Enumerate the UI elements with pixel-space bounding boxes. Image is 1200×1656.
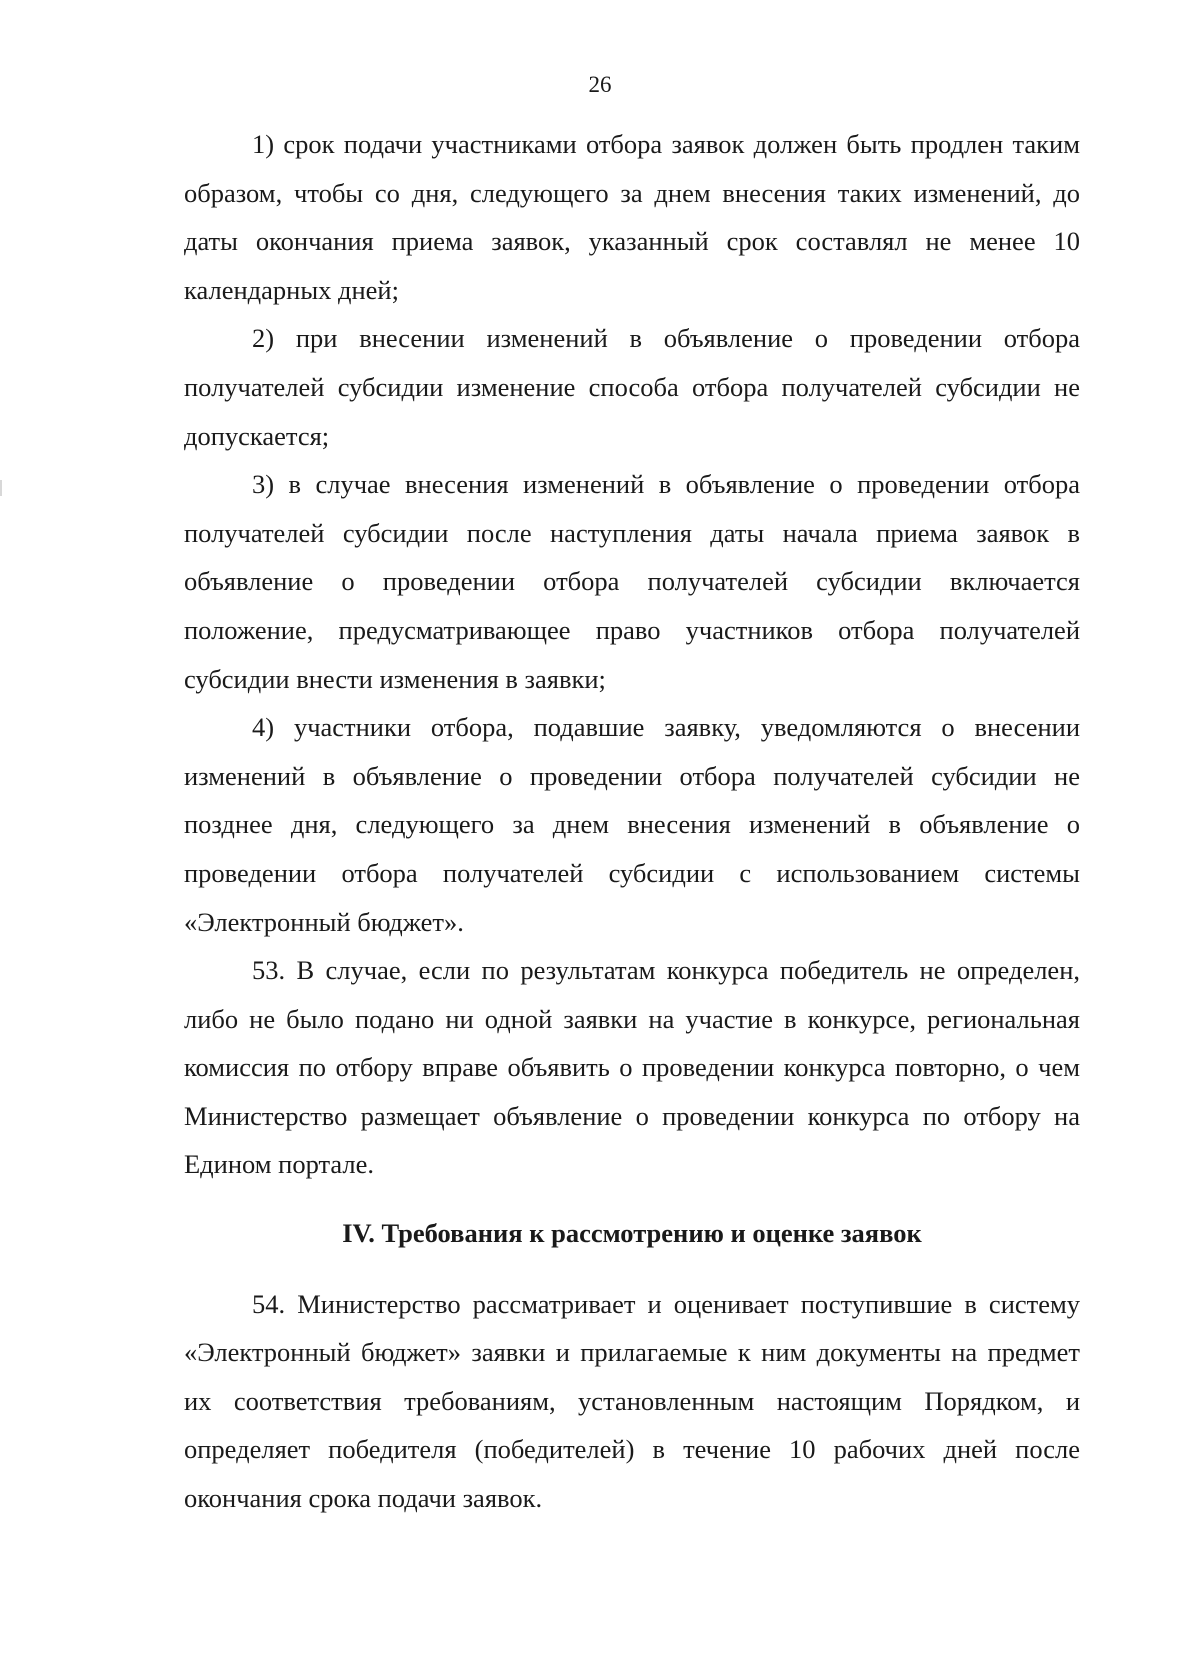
page-number: 26	[588, 72, 612, 97]
scan-artifact	[0, 480, 2, 496]
paragraph-item-3: 3) в случае внесения изменений в объявление о проведении отбора получателей субсидии после наступления даты начала приема заявок в объявление о проведении отбора получателей субсидии включается положение, предусматривающее право участников отбора получателей субсидии внести изменения в заявки;	[184, 469, 1080, 694]
paragraph-item-2: 2) при внесении изменений в объявление о проведении отбора получателей субсидии изменение способа отбора получателей субсидии не допускается;	[184, 323, 1080, 451]
document-body	[184, 120, 1080, 1523]
section-heading: IV. Требования к рассмотрению и оценке заявок	[342, 1218, 922, 1249]
paragraph-item-4: 4) участники отбора, подавшие заявку, уведомляются о внесении изменений в объявление о проведении отбора получателей субсидии не позднее дня, следующего за днем внесения изменений в объявление о проведении отбора получателей субсидии с использованием системы «Электронный бюджет».	[184, 712, 1080, 937]
paragraph-53: 53. В случае, если по результатам конкурса победитель не определен, либо не было подано ни одной заявки на участие в конкурсе, региональная комиссия по отбору вправе объявить о проведении конкурса повторно, о чем Министерство размещает объявление о проведении конкурса по отбору на Едином портале.	[184, 955, 1080, 1180]
paragraph-item-1: 1) срок подачи участниками отбора заявок должен быть продлен таким образом, чтобы со дня, следующего за днем внесения таких изменений, до даты окончания приема заявок, указанный срок составлял не менее 10 календарных дней;	[184, 129, 1080, 305]
paragraph-54: 54. Министерство рассматривает и оценивает поступившие в систему «Электронный бюджет» заявки и прилагаемые к ним документы на предмет их соответствия требованиям, установленным настоящим Порядком, и определяет победителя (победителей) в течение 10 рабочих дней после окончания срока подачи заявок.	[184, 1288, 1080, 1514]
